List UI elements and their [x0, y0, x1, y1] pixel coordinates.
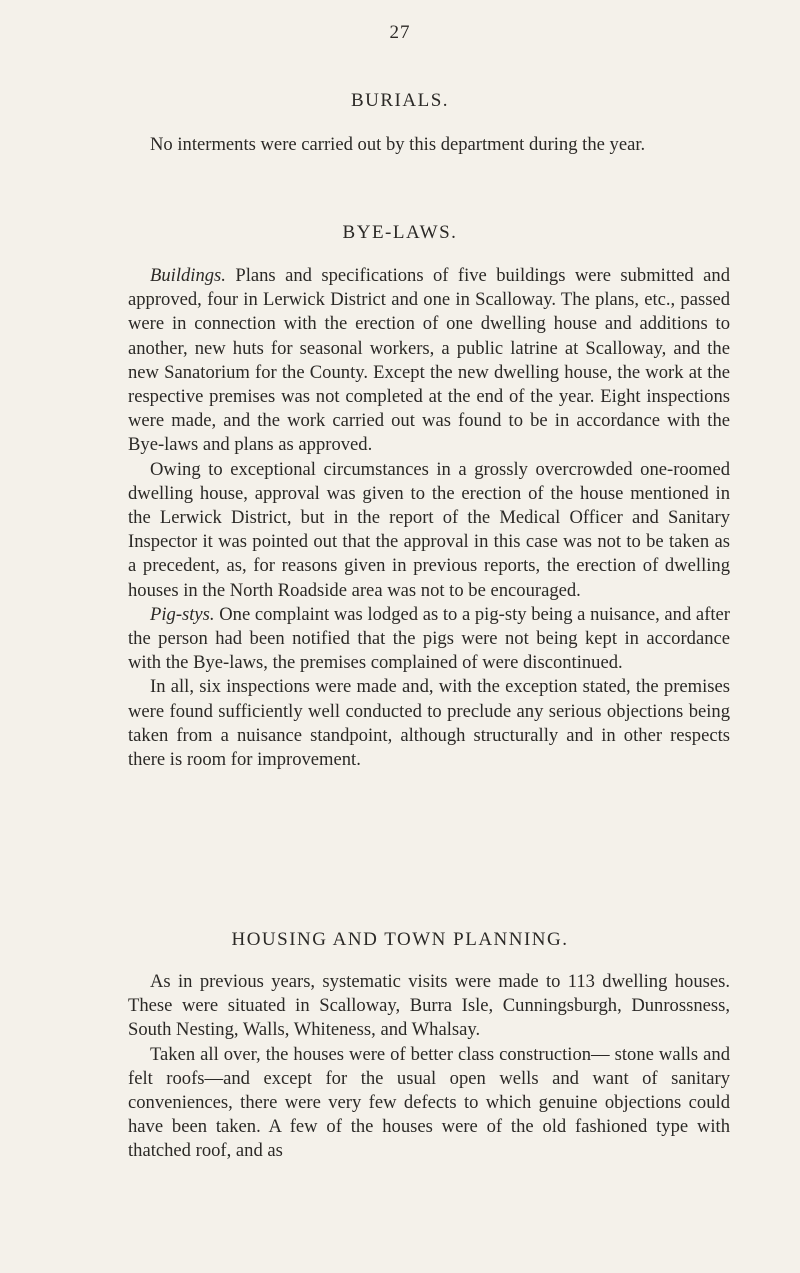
page-number: 27: [389, 22, 411, 43]
taken-paragraph: Taken all over, the houses were of better class construction— stone walls and felt roofs—and except for the usual open wells and want of sanitary conveniences, there were very few defects to which genuine objections could have been taken. A few of the houses were of the old fashioned type with thatched roof, and as: [128, 1043, 730, 1162]
buildings-label: Buildings.: [150, 265, 226, 286]
buildings-text: Plans and specifications of five buildings were submitted and approved, four in Lerwick District and one in Scalloway. The plans, etc., passed were in connection with the erection of one dwelling house and additions to another, new huts for seasonal workers, a public latrine at Scalloway, and the new Sanatorium for the County. Except the new dwelling house, the work at the respective premises was not completed at the end of the year. Eight inspections were made, and the work carried out was found to be in accordance with the Bye-laws and plans as approved.: [128, 265, 730, 456]
bye-laws-section: [128, 264, 730, 772]
burials-section: [128, 133, 730, 157]
pigsty-text: One complaint was lodged as to a pig-sty being a nuisance, and after the person had been notified that the pigs were not being kept in accordance with the Bye-laws, the premises complained of were discontinued.: [128, 603, 730, 674]
pigsty-label: Pig-stys.: [150, 603, 215, 625]
burials-paragraph: No interments were carried out by this department during the year.: [150, 134, 646, 155]
visits-paragraph: As in previous years, systematic visits were made to 113 dwelling houses. These were situated in Scalloway, Burra Isle, Cunningsburgh, Dunrossness, South Nesting, Walls, Whiteness, and Whalsay.: [128, 971, 730, 1041]
owing-paragraph: Owing to exceptional circumstances in a grossly overcrowded one-roomed dwelling house, approval was given to the erection of the house mentioned in the Lerwick District, but in the report of the Medical Officer and Sanitary Inspector it was pointed out that the approval in this case was not to be taken as a precedent, as, for reasons given in previous reports, the erection of dwelling houses in the North Roadside area was not to be encouraged.: [128, 458, 730, 601]
pigsty-paragraph: [128, 603, 730, 676]
inspections-paragraph: In all, six inspections were made and, with the exception stated, the premises were found sufficiently well conducted to preclude any serious objections being taken from a nuisance standpoint, although structurally and in other respects there is room for improvement.: [128, 676, 730, 771]
heading-bye-laws: BYE-LAWS.: [342, 222, 458, 243]
heading-burials: BURIALS.: [350, 90, 450, 111]
heading-housing: HOUSING AND TOWN PLANNING.: [231, 929, 569, 950]
housing-section: [128, 970, 730, 1164]
buildings-paragraph: [128, 264, 730, 458]
